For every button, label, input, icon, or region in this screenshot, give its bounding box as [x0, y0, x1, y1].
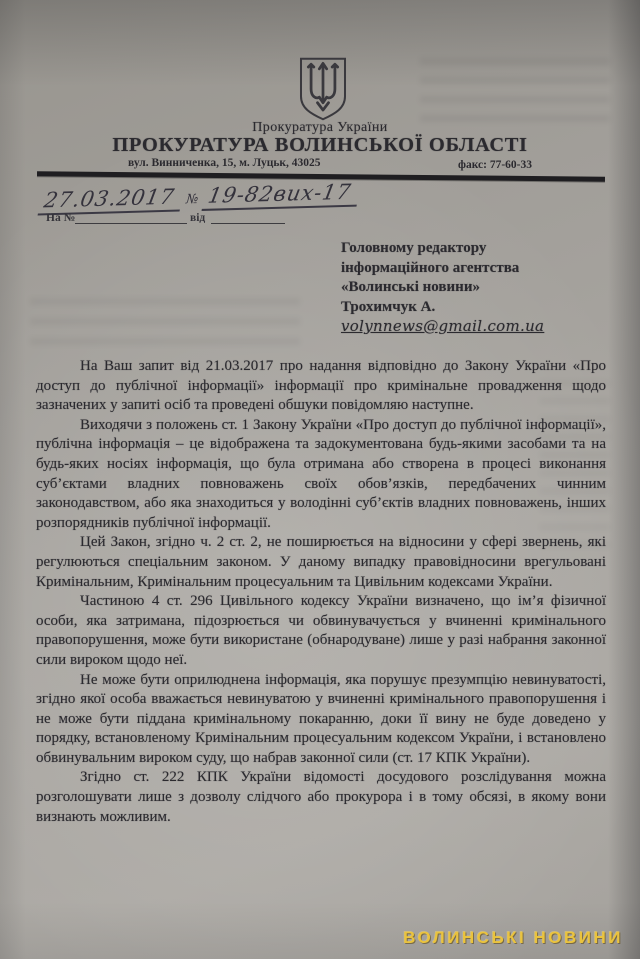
recipient-line: інформаційного агентства [341, 259, 520, 276]
incoming-number-label: На № [46, 212, 76, 224]
recipient-block [341, 239, 616, 337]
letter-body [36, 357, 606, 827]
body-paragraph: Не може бути оприлюднена інформація, яка порушує презумпцію невинуватості, згідно якої особа вважається невинуватою у вчиненні кримінального правопорушення і не може бути піддана кримінальному покаранню, доки її вину не буде доведено у порядку, встановленому Кримінальним процесуальним кодексом України, і встановлено обвинувальним вироком суду, що набрав законної сили (ст. 17 КПК України). [36, 671, 606, 766]
recipient-line: Головному редактору [341, 240, 487, 256]
body-paragraph: Виходячи з положень ст. 1 Закону України «Про доступ до публічної інформації», публічна інформація – це відображена та задокументована будь-якими засобами та на будь-яких носіях інформація, що була отримана або створена в процесі виконання суб’єктами владних повноважень своїх обов’язків, передбачених чинним законодавством, або яка знаходиться у володінні суб’єктів владних повноважень, інших розпорядників публічної інформації. [36, 416, 606, 531]
incoming-number-blank [75, 212, 187, 224]
handwritten-outgoing-number: 19-82вих-17 [201, 179, 361, 210]
body-paragraph: Згідно ст. 222 КПК України відомості досудового розслідування можна розголошувати лише з дозволу слідчого або прокурора і в тому обсязі, в якому вони визнають можливим. [36, 769, 606, 825]
org-title: ПРОКУРАТУРА ВОЛИНСЬКОЇ ОБЛАСТІ [112, 134, 528, 156]
recipient-line: Трохимчук А. [341, 298, 436, 315]
incoming-date-blank [211, 212, 285, 224]
body-paragraph: Цей Закон, згідно ч. 2 ст. 2, не поширюється на відносини у сфері звернень, які регулюються спеціальним законом. У даному випадку правовідносини врегульовані Кримінальним, Кримінальним процесуальним та Цивільним кодексами України. [36, 534, 606, 590]
body-paragraph: Частиною 4 ст. 296 Цивільного кодексу України визначено, що ім’я фізичної особи, яка затримана, підозрюється чи обвинувачується у вчиненні кримінального правопорушення, може бути використане (обнародуване) лише у разі набрання законної сили вироком щодо неї. [36, 593, 606, 668]
handwritten-reference [40, 180, 359, 216]
bleed-through-smudge [30, 298, 300, 358]
recipient-email: volynnews@gmail.com.ua [341, 317, 545, 335]
body-paragraph: На Ваш запит від 21.03.2017 про надання відповідно до Закону України «Про доступ до публічної інформації» інформації про кримінальне провадження щодо зазначених у запиті осіб та проведені обшуки повідомляю наступне. [36, 358, 606, 414]
handwritten-date: 27.03.2017 [38, 184, 185, 215]
parent-org-title: Прокуратура України [252, 120, 388, 135]
org-address: вул. Винниченка, 15, м. Луцьк, 43025 [128, 157, 321, 169]
recipient-line: «Волинські новини» [341, 279, 480, 295]
incoming-reference-line [46, 212, 285, 224]
bleed-through-smudge [420, 58, 610, 128]
incoming-date-label: від [190, 212, 206, 224]
org-fax: факс: 77-60-33 [458, 159, 533, 171]
volynski-novyny-watermark: ВОЛИНСЬКІ НОВИНИ [403, 928, 623, 947]
ukraine-trident-emblem-icon [295, 56, 351, 127]
number-sign: № [185, 191, 201, 208]
